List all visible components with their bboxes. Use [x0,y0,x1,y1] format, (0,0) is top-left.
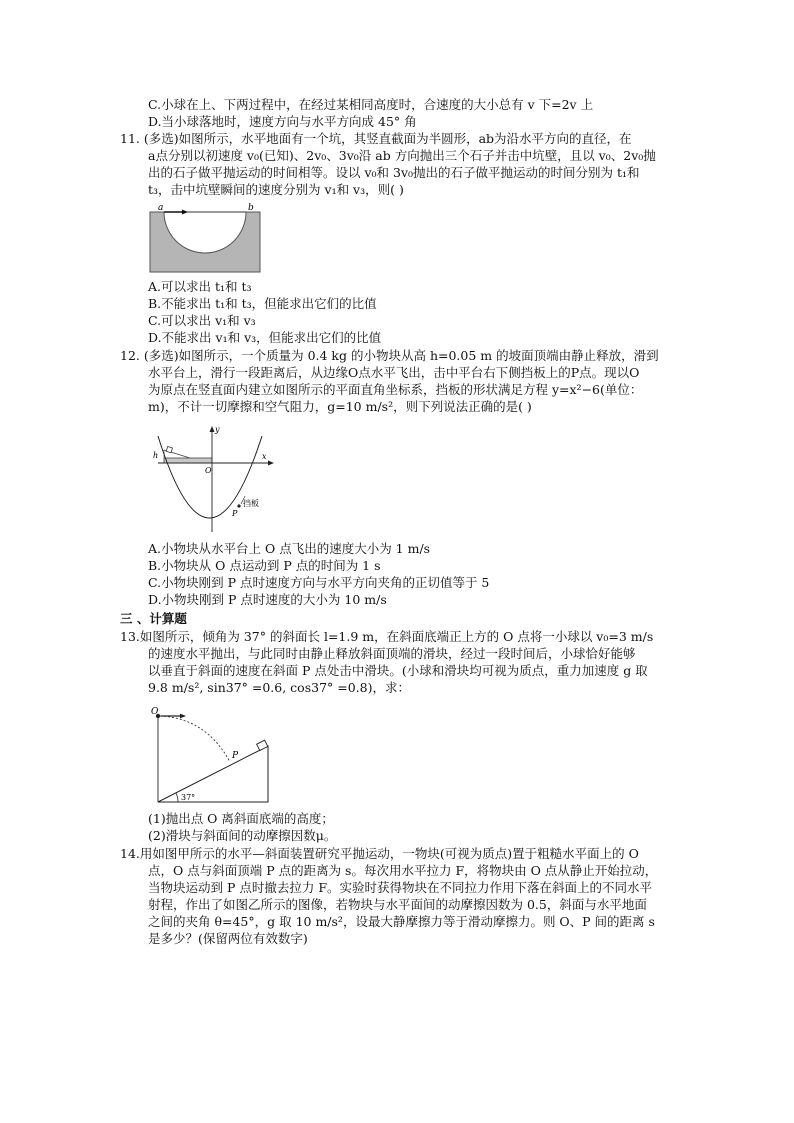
q10-option-c: C.小球在上、下两过程中，在经过某相同高度时，合速度的大小总有 v 下=2v 上 [148,97,594,112]
q12-option-c: C.小物块刚到 P 点时速度方向与水平方向夹角的正切值等于 5 [148,575,490,590]
q13-label-angle: 37° [181,793,196,802]
q14-stem-line5: 之间的夹角 θ=45°，g 取 10 m/s²，设最大静摩擦力等于滑动摩擦力。则 O、P 间的距离 s [148,914,655,929]
q12-parabola-figure [150,424,280,536]
q11-pit-figure [148,200,264,274]
q11-stem-line4: t₃，击中坑壁瞬间的速度分别为 v₁和 v₃，则( ) [148,182,404,197]
q13-stem-line2: 的速度水平抛出，与此同时由静止释放斜面顶端的滑块，经过一段时间后，小球恰好能够 [148,646,636,661]
q14-stem-line6: 是多少？(保留两位有效数字) [148,931,308,946]
q13-stem-line3: 以垂直于斜面的速度在斜面 P 点处击中滑块。(小球和滑块均可视为质点，重力加速度 g 取 [148,663,648,678]
q11-stem-line1: 11. (多选)如图所示，水平地面有一个坑，其竖直截面为半圆形，ab为沿水平方向的直径，在 [120,131,632,146]
q12-stem-line1: 12. (多选)如图所示，一个质量为 0.4 kg 的小物块从高 h=0.05 m 的坡面顶端由静止释放，滑到 [120,348,659,363]
q12-stem-line4: m)，不计一切摩擦和空气阻力，g=10 m/s²，则下列说法正确的是( ) [148,399,532,414]
q12-label-h: h [153,451,159,460]
q11-stem-line2: a点分别以初速度 v₀(已知)、2v₀、3v₀沿 ab 方向抛出三个石子并击中坑壁，且以 v₀、2v₀抛 [148,148,656,163]
q13-stem-line4: 9.8 m/s², sin37° =0.6, cos37° =0.8)，求： [148,680,410,695]
q14-stem-line4: 射程，作出了如图乙所示的图像，若物块与水平面间的动摩擦因数为 0.5，斜面与水平地面 [148,897,647,912]
q12-label-board: 挡板 [243,499,259,508]
q13-label-p: P [232,751,239,761]
q13-subquestion-2: (2)滑块与斜面间的动摩擦因数μ。 [148,828,337,843]
q13-label-o: O [151,707,159,717]
q12-option-a: A.小物块从水平台上 O 点飞出的速度大小为 1 m/s [148,541,431,556]
q12-option-d: D.小物块刚到 P 点时速度的大小为 10 m/s [148,592,387,607]
q13-subquestion-1: (1)抛出点 O 离斜面底端的高度； [148,811,334,826]
q11-option-c: C.可以求出 v₁和 v₃ [148,313,256,328]
q14-stem-line1: 14.用如图甲所示的水平—斜面装置研究平抛运动，一物块(可视为质点)置于粗糙水平面上的 O [120,846,639,861]
section-heading-calculation: 三 、计算题 [120,611,187,626]
q11-stem-line3: 出的石子做平抛运动的时间相等。设以 v₀和 3v₀抛出的石子做平抛运动的时间分别为 t₁和 [148,165,640,180]
q13-incline-figure [148,706,278,806]
q12-label-o: O [205,466,212,475]
q13-stem-line1: 13.如图所示，倾角为 37° 的斜面长 l=1.9 m，在斜面底端正上方的 O 点将一小球以 v₀=3 m/s [120,629,654,644]
q11-option-d: D.不能求出 v₁和 v₃，但能求出它们的比值 [148,330,382,345]
q14-stem-line2: 点，O 点与斜面顶端 P 点的距离为 s。每次用水平拉力 F，将物块由 O 点从静止开始拉动， [148,863,658,878]
q12-label-x: x [262,452,267,461]
q10-option-d: D.当小球落地时，速度方向与水平方向成 45° 角 [148,114,417,129]
q11-option-b: B.不能求出 t₁和 t₃，但能求出它们的比值 [148,296,377,311]
q11-option-a: A.可以求出 t₁和 t₃ [148,279,252,294]
q11-label-a: a [158,203,164,213]
q12-stem-line2: 水平台上，滑行一段距离后，从边缘O点水平飞出，击中平台右下侧挡板上的P点。现以O [148,365,640,380]
q12-label-p: P [232,509,238,518]
q11-label-b: b [248,203,254,213]
q12-option-b: B.小物块从 O 点运动到 P 点的时间为 1 s [148,558,381,573]
q12-stem-line3: 为原点在竖直面内建立如图所示的平面直角坐标系，挡板的形状满足方程 y=x²−6(单位： [148,382,643,397]
q14-stem-line3: 当物块运动到 P 点时撤去拉力 F。实验时获得物块在不同拉力作用下落在斜面上的不同水平 [148,880,653,895]
q12-label-y: y [215,425,220,434]
